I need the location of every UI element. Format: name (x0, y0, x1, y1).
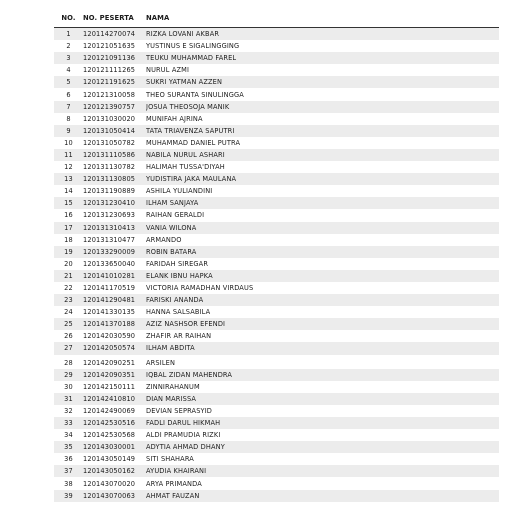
participant-name: TATA TRIAVENZA SAPUTRI (146, 125, 499, 137)
participant-name: VANIA WILONA (146, 222, 499, 234)
participant-name: ALDI PRAMUDIA RIZKI (146, 429, 499, 441)
participant-number: 120133290009 (83, 246, 146, 258)
row-number: 2 (54, 40, 83, 52)
participant-name: MUNIFAH AJRINA (146, 113, 499, 125)
row-number: 19 (54, 246, 83, 258)
row-number: 32 (54, 405, 83, 417)
table-row (54, 417, 499, 429)
row-number: 36 (54, 453, 83, 465)
participant-table (54, 9, 499, 502)
participant-name: ZINNIRAHANUM (146, 381, 499, 393)
table-row (54, 88, 499, 100)
participant-name: MUHAMMAD DANIEL PUTRA (146, 137, 499, 149)
participant-number: 120121051635 (83, 40, 146, 52)
participant-name: SUKRI YATMAN AZZEN (146, 76, 499, 88)
participant-name: FADLI DARUL HIKMAH (146, 417, 499, 429)
table-row (54, 40, 499, 52)
row-number: 18 (54, 234, 83, 246)
participant-number: 120142150111 (83, 381, 146, 393)
table-row (54, 294, 499, 306)
participant-name: RIZKA LOVANI AKBAR (146, 28, 499, 41)
participant-number: 120141330135 (83, 306, 146, 318)
table-row (54, 258, 499, 270)
header-no-peserta: NO. PESERTA (83, 9, 146, 28)
table-row (54, 330, 499, 342)
participant-number: 120121191625 (83, 76, 146, 88)
row-number: 37 (54, 465, 83, 477)
table-row (54, 64, 499, 76)
participant-number: 120141170519 (83, 282, 146, 294)
table-header-row (54, 9, 499, 28)
row-number: 23 (54, 294, 83, 306)
table-row (54, 28, 499, 41)
table-row (54, 161, 499, 173)
participant-name: YUSTINUS E SIGALINGGING (146, 40, 499, 52)
table-row (54, 125, 499, 137)
table-row (54, 137, 499, 149)
participant-number: 120121111265 (83, 64, 146, 76)
participant-number: 120142050574 (83, 342, 146, 354)
participant-name: ILHAM SANJAYA (146, 197, 499, 209)
participant-name: AYUDIA KHAIRANI (146, 465, 499, 477)
table-row (54, 185, 499, 197)
participant-number: 120131130805 (83, 173, 146, 185)
row-number: 31 (54, 393, 83, 405)
participant-number: 120142490069 (83, 405, 146, 417)
participant-name: FARISKI ANANDA (146, 294, 499, 306)
participant-number: 120142030590 (83, 330, 146, 342)
participant-name: DIAN MARISSA (146, 393, 499, 405)
participant-name: ILHAM ABDITA (146, 342, 499, 354)
participant-name: NURUL AZMI (146, 64, 499, 76)
row-number: 21 (54, 270, 83, 282)
participant-name: HANNA SALSABILA (146, 306, 499, 318)
participant-name: ROBIN BATARA (146, 246, 499, 258)
row-number: 3 (54, 52, 83, 64)
participant-name: ARMANDO (146, 234, 499, 246)
participant-list-page (54, 9, 499, 502)
table-row (54, 113, 499, 125)
table-row (54, 197, 499, 209)
participant-name: TEUKU MUHAMMAD FAREL (146, 52, 499, 64)
table-row (54, 306, 499, 318)
participant-name: ADYTIA AHMAD DHANY (146, 441, 499, 453)
participant-name: IQBAL ZIDAN MAHENDRA (146, 369, 499, 381)
participant-number: 120121310058 (83, 88, 146, 100)
table-row (54, 393, 499, 405)
participant-number: 120121390757 (83, 101, 146, 113)
participant-number: 120131190889 (83, 185, 146, 197)
table-row (54, 282, 499, 294)
table-row (54, 209, 499, 221)
row-number: 39 (54, 490, 83, 502)
table-row (54, 52, 499, 64)
row-number: 33 (54, 417, 83, 429)
row-number: 4 (54, 64, 83, 76)
row-number: 16 (54, 209, 83, 221)
row-number: 15 (54, 197, 83, 209)
header-no: NO. (54, 9, 83, 28)
table-row (54, 246, 499, 258)
row-number: 25 (54, 318, 83, 330)
participant-number: 120141290481 (83, 294, 146, 306)
participant-number: 120142530568 (83, 429, 146, 441)
participant-number: 120131030020 (83, 113, 146, 125)
participant-name: ASHILA YULIANDINI (146, 185, 499, 197)
participant-name: ARSILEN (146, 357, 499, 369)
row-number: 30 (54, 381, 83, 393)
participant-name: RAIHAN GERALDI (146, 209, 499, 221)
table-row (54, 222, 499, 234)
participant-number: 120142090351 (83, 369, 146, 381)
participant-name: ELANK IBNU HAPKA (146, 270, 499, 282)
table-row (54, 76, 499, 88)
participant-number: 120133650040 (83, 258, 146, 270)
table-row (54, 149, 499, 161)
row-number: 10 (54, 137, 83, 149)
participant-number: 120131110586 (83, 149, 146, 161)
participant-number: 120143070020 (83, 477, 146, 489)
row-number: 26 (54, 330, 83, 342)
row-number: 24 (54, 306, 83, 318)
row-number: 38 (54, 477, 83, 489)
row-number: 9 (54, 125, 83, 137)
participant-number: 120142530516 (83, 417, 146, 429)
row-number: 35 (54, 441, 83, 453)
row-number: 6 (54, 88, 83, 100)
participant-name: AHMAT FAUZAN (146, 490, 499, 502)
row-number: 12 (54, 161, 83, 173)
participant-number: 120114270074 (83, 28, 146, 41)
table-row (54, 369, 499, 381)
table-row (54, 342, 499, 354)
table-row (54, 429, 499, 441)
participant-name: ZHAFIR AR RAIHAN (146, 330, 499, 342)
row-number: 14 (54, 185, 83, 197)
header-nama: NAMA (146, 9, 499, 28)
participant-number: 120131050414 (83, 125, 146, 137)
participant-name: THEO SURANTA SINULINGGA (146, 88, 499, 100)
table-row (54, 490, 499, 502)
participant-name: DEVIAN SEPRASYID (146, 405, 499, 417)
table-row (54, 357, 499, 369)
participant-number: 120142090251 (83, 357, 146, 369)
row-number: 28 (54, 357, 83, 369)
participant-number: 120131050782 (83, 137, 146, 149)
row-number: 22 (54, 282, 83, 294)
table-row (54, 318, 499, 330)
participant-number: 120142410810 (83, 393, 146, 405)
table-row (54, 405, 499, 417)
participant-number: 120131230410 (83, 197, 146, 209)
participant-number: 120141370188 (83, 318, 146, 330)
row-number: 8 (54, 113, 83, 125)
participant-name: YUDISTIRA JAKA MAULANA (146, 173, 499, 185)
table-row (54, 381, 499, 393)
table-row (54, 173, 499, 185)
table-row (54, 453, 499, 465)
row-number: 17 (54, 222, 83, 234)
participant-number: 120131230693 (83, 209, 146, 221)
row-number: 29 (54, 369, 83, 381)
participant-number: 120143070063 (83, 490, 146, 502)
participant-name: AZIZ NASHSOR EFENDI (146, 318, 499, 330)
table-row (54, 465, 499, 477)
participant-number: 120143050149 (83, 453, 146, 465)
table-body (54, 28, 499, 502)
participant-number: 120131130782 (83, 161, 146, 173)
table-row (54, 477, 499, 489)
participant-number: 120131310413 (83, 222, 146, 234)
row-number: 13 (54, 173, 83, 185)
table-row (54, 441, 499, 453)
row-number: 11 (54, 149, 83, 161)
participant-name: HALIMAH TUSSA'DIYAH (146, 161, 499, 173)
row-number: 27 (54, 342, 83, 354)
participant-name: ARYA PRIMANDA (146, 477, 499, 489)
participant-name: VICTORIA RAMADHAN VIRDAUS (146, 282, 499, 294)
participant-number: 120141010281 (83, 270, 146, 282)
row-number: 5 (54, 76, 83, 88)
table-row (54, 101, 499, 113)
participant-number: 120121091136 (83, 52, 146, 64)
row-number: 20 (54, 258, 83, 270)
participant-name: FARIDAH SIREGAR (146, 258, 499, 270)
row-number: 34 (54, 429, 83, 441)
row-number: 7 (54, 101, 83, 113)
participant-name: JOSUA THEOSOJA MANIK (146, 101, 499, 113)
participant-number: 120131310477 (83, 234, 146, 246)
participant-number: 120143030001 (83, 441, 146, 453)
table-row (54, 234, 499, 246)
table-row (54, 270, 499, 282)
participant-name: SITI SHAHARA (146, 453, 499, 465)
participant-number: 120143050162 (83, 465, 146, 477)
row-number: 1 (54, 28, 83, 41)
participant-name: NABILA NURUL ASHARI (146, 149, 499, 161)
